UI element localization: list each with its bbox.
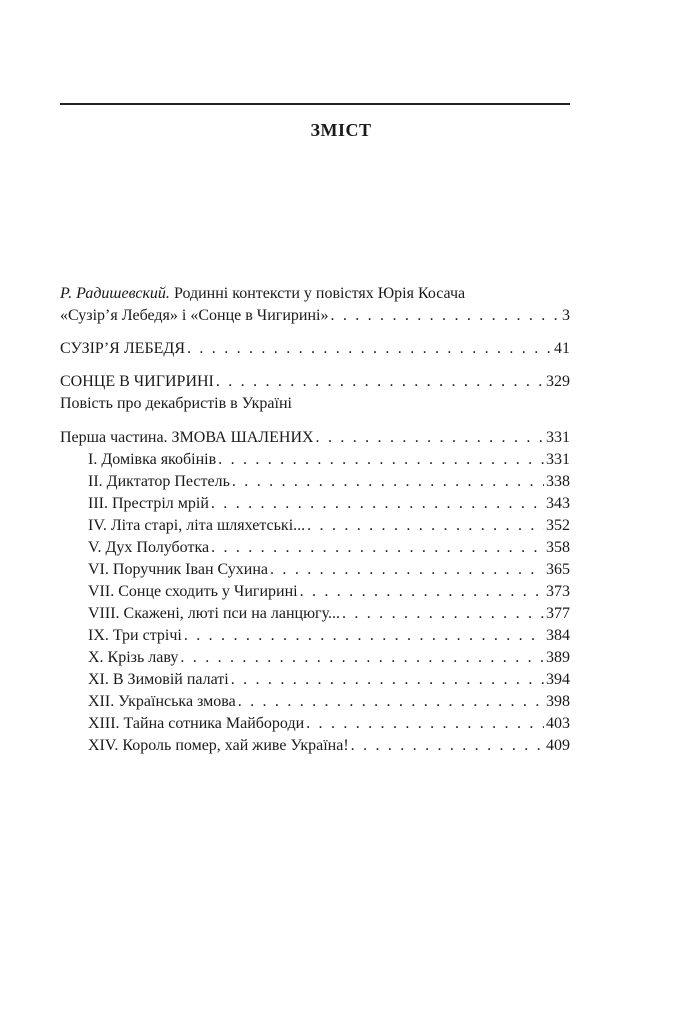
dot-leader: [330, 305, 560, 327]
part-title: СУЗІР’Я ЛЕБЕДЯ: [60, 340, 185, 357]
page-number: 389: [546, 649, 570, 666]
section-title: Перша частина. ЗМОВА ШАЛЕНИХ: [60, 429, 314, 446]
dot-leader: [211, 537, 544, 559]
toc-intro-line-2[interactable]: [60, 305, 570, 327]
dot-leader: [232, 471, 544, 493]
toc-chapter-row[interactable]: [60, 603, 570, 625]
toc-chapter-row[interactable]: [60, 669, 570, 691]
intro-title-part2: «Сузір’я Лебедя» і «Сонце в Чигирині»: [60, 307, 329, 324]
toc-chapter-row[interactable]: [60, 647, 570, 669]
page-number: 331: [546, 429, 570, 446]
dot-leader: [342, 603, 544, 625]
page-number: 338: [546, 473, 570, 490]
page-number: 329: [546, 373, 570, 390]
chapter-title: V. Дух Полуботка: [88, 539, 210, 556]
chapter-title: XIV. Король помер, хай живе Україна!: [88, 737, 349, 754]
dot-leader: [184, 625, 544, 647]
dot-leader: [306, 713, 544, 735]
part-title: СОНЦЕ В ЧИГИРИНІ: [60, 373, 214, 390]
chapter-title: VII. Сонце сходить у Чигирині: [88, 583, 298, 600]
toc-chapter-row[interactable]: [60, 449, 570, 471]
chapter-title: IV. Літа старі, літа шляхетські...: [88, 517, 306, 534]
page-number: 377: [546, 605, 570, 622]
dot-leader: [231, 669, 544, 691]
toc-part-2-subtitle: [60, 393, 570, 415]
toc-part-1[interactable]: [60, 338, 570, 360]
page-number: 343: [546, 495, 570, 512]
page-title: ЗМІСТ: [310, 120, 372, 140]
toc-chapter-row[interactable]: [60, 735, 570, 757]
top-rule: [60, 103, 570, 105]
dot-leader: [218, 449, 544, 471]
chapter-title: VI. Поручник Іван Сухина: [88, 561, 269, 578]
page-number: 403: [546, 715, 570, 732]
page-number: 398: [546, 693, 570, 710]
toc-chapter-row[interactable]: [60, 581, 570, 603]
dot-leader: [270, 559, 544, 581]
intro-title-part1: Родинні контексти у повістях Юрія Косача: [169, 285, 466, 302]
dot-leader: [307, 515, 544, 537]
page-number: 409: [546, 737, 570, 754]
dot-leader: [316, 427, 544, 449]
page-number: 384: [546, 627, 570, 644]
toc-section-1[interactable]: [60, 427, 570, 449]
page-number: 331: [546, 451, 570, 468]
page-number: 41: [554, 340, 570, 357]
chapter-title: XIII. Тайна сотника Майбороди: [88, 715, 305, 732]
chapter-title: ІІІ. Престріл мрій: [88, 495, 209, 512]
page-number: 365: [546, 561, 570, 578]
dot-leader: [211, 493, 544, 515]
part-subtitle: Повість про декабристів в Україні: [60, 395, 292, 412]
page-number: 394: [546, 671, 570, 688]
chapter-title: VIII. Скажені, люті пси на ланцюгу...: [88, 605, 340, 622]
chapter-title: XII. Українська змова: [88, 693, 236, 710]
toc-chapter-row[interactable]: [60, 691, 570, 713]
toc-intro-line-1: [60, 283, 570, 305]
toc-chapter-row[interactable]: [60, 713, 570, 735]
chapter-list: [60, 449, 570, 757]
chapter-title: IX. Три стрічі: [88, 627, 182, 644]
table-of-contents: [60, 283, 570, 757]
dot-leader: [216, 371, 544, 393]
page-number: 373: [546, 583, 570, 600]
toc-chapter-row[interactable]: [60, 471, 570, 493]
toc-part-2[interactable]: [60, 371, 570, 393]
dot-leader: [238, 691, 544, 713]
intro-author: Р. Радишевский.: [60, 285, 170, 302]
page-number: 3: [562, 307, 570, 324]
toc-chapter-row[interactable]: [60, 493, 570, 515]
page-number: 358: [546, 539, 570, 556]
page-number: 352: [546, 517, 570, 534]
chapter-title: XI. В Зимовій палаті: [88, 671, 229, 688]
chapter-title: І. Домівка якобінів: [88, 451, 217, 468]
dot-leader: [180, 647, 544, 669]
toc-chapter-row[interactable]: [60, 515, 570, 537]
dot-leader: [300, 581, 544, 603]
toc-chapter-row[interactable]: [60, 537, 570, 559]
dot-leader: [187, 338, 552, 360]
toc-chapter-row[interactable]: [60, 625, 570, 647]
chapter-title: ІІ. Диктатор Пестель: [88, 473, 230, 490]
chapter-title: X. Крізь лаву: [88, 649, 179, 666]
toc-chapter-row[interactable]: [60, 559, 570, 581]
dot-leader: [351, 735, 544, 757]
